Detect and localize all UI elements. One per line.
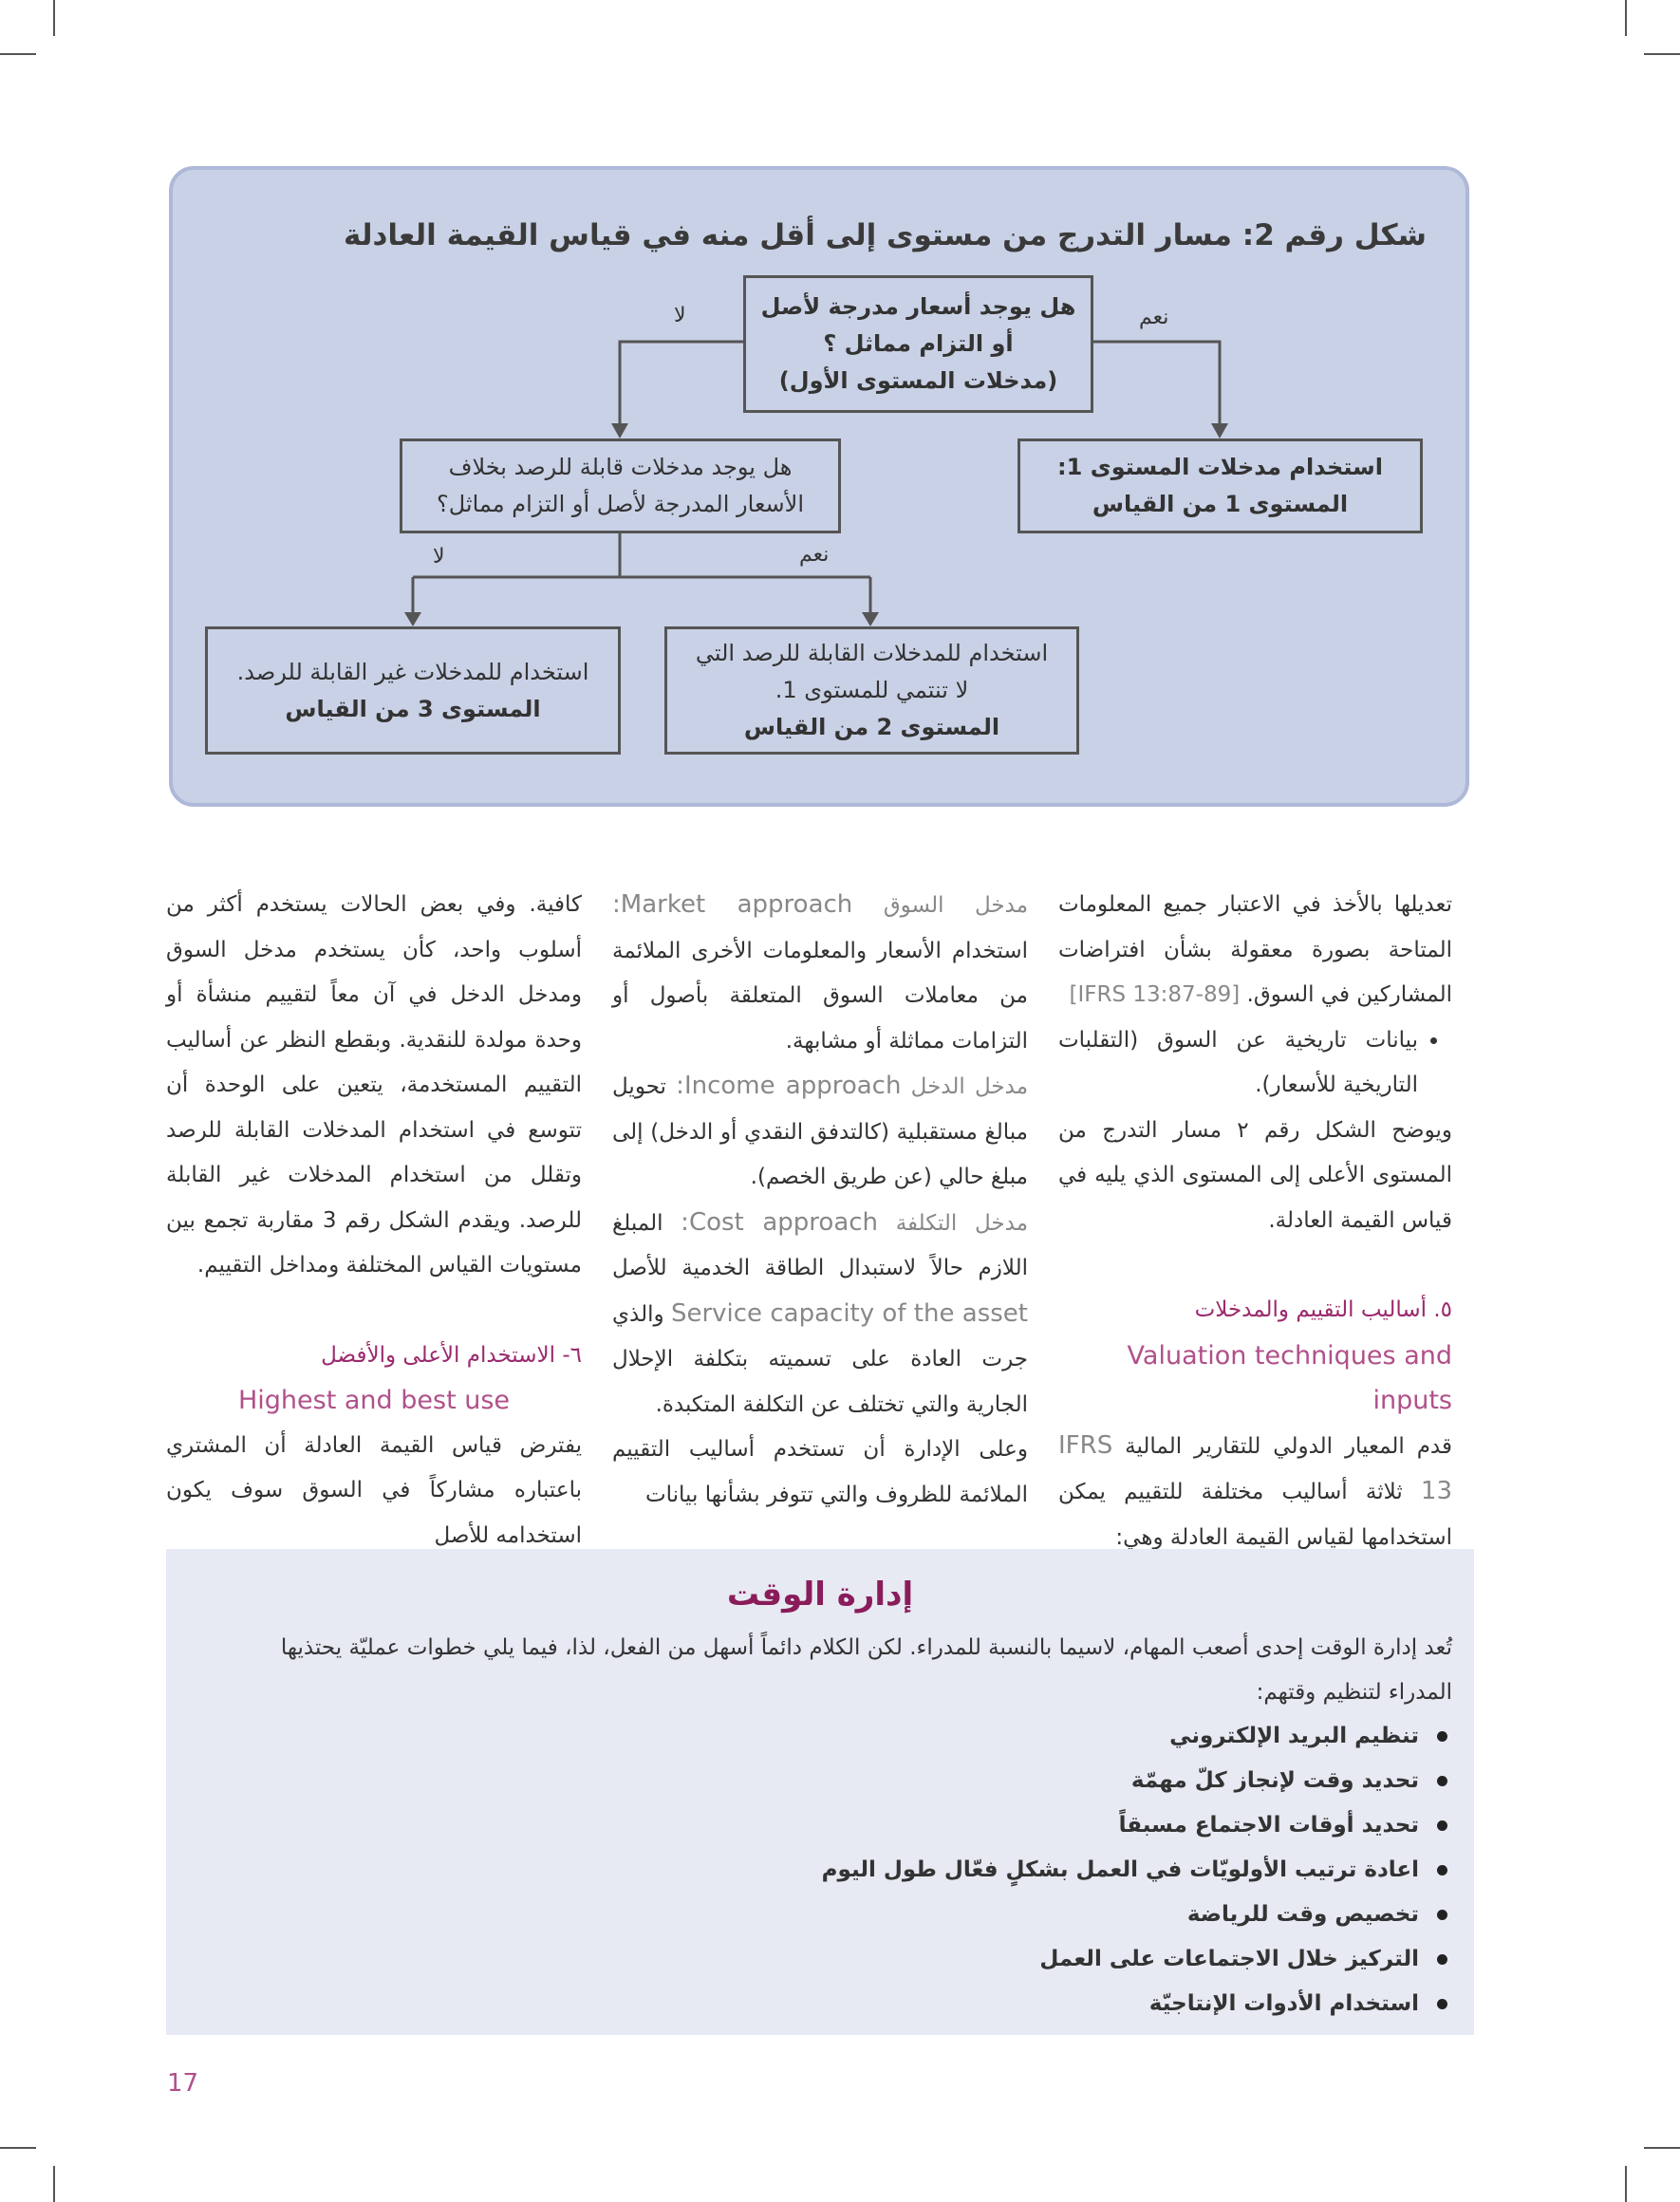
flow-box-line: استخدام للمدخلات غير القابلة للرصد. — [236, 658, 589, 685]
bullet-icon — [1437, 1820, 1447, 1831]
ifrs-reference: [IFRS 13:87-89] — [1069, 982, 1241, 1007]
list-item — [593, 1893, 1447, 1937]
flow-box-line: أو التزام مماثل ؟ — [823, 330, 1014, 357]
list-item-text: تخصيص وقت للرياضة — [1186, 1902, 1419, 1927]
column-right — [1058, 883, 1452, 1550]
list-item-text: التركيز خلال الاجتماعات على العمل — [1039, 1947, 1419, 1971]
approach-label-en: Cost approach: — [681, 1207, 879, 1237]
list-item: • بيانات تاريخية عن السوق (التقلبات التاريخية للأسعار). — [1058, 1018, 1418, 1109]
list-item — [593, 1803, 1447, 1848]
flow-box-top-question — [743, 275, 1093, 413]
flow-box-line: لا تنتمي للمستوى 1. — [775, 677, 969, 703]
list-item — [593, 1982, 1447, 2026]
flow-box-line: المستوى 1 من القياس — [1092, 491, 1349, 517]
time-management-title: إدارة الوقت — [726, 1576, 914, 1614]
approach-label: مدخل الدخل — [910, 1074, 1029, 1099]
section-heading-6: ٦- الاستخدام الأعلى والأفضل — [321, 1342, 582, 1368]
approach-label-en: Market approach: — [612, 890, 853, 919]
income-approach — [612, 1064, 1028, 1201]
flow-box-level3 — [205, 626, 621, 755]
column-left — [166, 883, 582, 1548]
crop-mark — [1644, 2147, 1680, 2149]
market-approach — [612, 883, 1028, 1064]
flow-box-line: استخدام مدخلات المستوى 1: — [1057, 454, 1383, 480]
approach-label-en: Income approach: — [676, 1072, 902, 1100]
section-heading-6-en: Highest and best use — [237, 1386, 511, 1415]
page-number: 17 — [167, 2069, 199, 2098]
list-item-text: استخدام الأدوات الإنتاجيّة — [1148, 1991, 1419, 2016]
approach-text: المبلغ اللازم حالاً لاستبدال الطاقة الخدمية للأصل — [612, 1210, 1028, 1280]
flow-box-line: المستوى 2 من القياس — [743, 714, 1000, 740]
paragraph-text: ثلاثة أساليب مختلفة للتقييم يمكن استخدامها لقياس القيمة العادلة وهي: — [1058, 1480, 1452, 1550]
approach-label: مدخل السوق — [883, 893, 1029, 918]
paragraph-text: تعديلها بالأخذ في الاعتبار جميع المعلومات المتاحة بصورة معقولة بشأن افتراضات المشاركين في السوق. — [1058, 892, 1452, 1007]
approach-text: تحويل مبالغ مستقبلية (كالتدفق النقدي أو الدخل) إلى مبلغ حالي (عن طريق الخصم). — [612, 1074, 1028, 1189]
cost-approach — [612, 1201, 1028, 1428]
arrowhead — [404, 612, 421, 626]
bullet-icon — [1437, 1954, 1447, 1965]
flow-box-level2 — [664, 626, 1079, 755]
time-management-list — [593, 1714, 1447, 2026]
flow-label-yes-top: نعم — [1139, 306, 1169, 329]
paragraph: كافية. وفي بعض الحالات يستخدم أكثر من أسلوب واحد، كأن يستخدم مدخل السوق ومدخل الدخل في آن معاً لتقييم منشأة أو وحدة مولدة للنقدية. وبقطع النظر عن أساليب التقييم المستخدمة، يتعين على الوحدة أن تتوسع في استخدام المدخلات القابلة للرصد وتقلل من استخدام المدخلات غير القابلة للرصد. ويقدم الشكل رقم 3 مقاربة تجمع بين مستويات القياس المختلفة ومداخل التقييم. — [166, 892, 582, 1278]
flow-box-line: الأسعار المدرجة لأصل أو التزام مماثل؟ — [437, 491, 804, 517]
arrowhead — [1211, 423, 1228, 439]
crop-mark — [1625, 2166, 1627, 2202]
bullet-icon — [1437, 1865, 1447, 1875]
flow-label-no-top: لا — [674, 304, 686, 327]
flow-box-line: استخدام للمدخلات القابلة للرصد التي — [695, 640, 1049, 666]
crop-mark — [0, 2147, 36, 2149]
list-item — [593, 1848, 1447, 1893]
arrowhead — [611, 423, 628, 439]
paragraph: ويوضح الشكل رقم ٢ مسار التدرج من المستوى الأعلى إلى المستوى الذي يليه في قياس القيمة العادلة. — [1058, 1117, 1452, 1233]
flow-box-line: هل يوجد أسعار مدرجة لأصل — [760, 293, 1076, 320]
approach-term-en: Service capacity of the asset — [670, 1298, 1028, 1328]
paragraph-text: قدم المعيار الدولي للتقارير المالية — [1125, 1433, 1452, 1459]
column-middle — [612, 883, 1028, 1509]
paragraph — [1058, 1424, 1452, 1561]
bullet-icon — [1437, 1776, 1447, 1786]
flow-box-level1 — [1017, 439, 1423, 533]
figure-title: شكل رقم 2: مسار التدرج من مستوى إلى أقل منه في قياس القيمة العادلة — [344, 218, 1427, 252]
approach-label: مدخل التكلفة — [895, 1210, 1029, 1236]
bullet-icon — [1437, 1731, 1447, 1742]
list-item-text: تحديد أوقات الاجتماع مسبقاً — [1118, 1813, 1419, 1838]
section-heading-5: ٥. أساليب التقييم والمدخلات — [1194, 1297, 1452, 1322]
flow-box-line: هل يوجد مدخلات قابلة للرصد بخلاف — [448, 454, 793, 480]
spacer — [1058, 1243, 1452, 1288]
flow-label-no-mid: لا — [433, 545, 445, 569]
paragraph: يفترض قياس القيمة العادلة أن المشتري باعتباره مشاركاً في السوق سوف يكون استخدامه للأصل — [166, 1432, 582, 1548]
section-heading-5-en: Valuation techniques and inputs — [1127, 1340, 1452, 1415]
list-item — [593, 1759, 1447, 1803]
connector-no-top — [620, 342, 743, 425]
list-item-text: تحديد وقت لإنجاز كلّ مهمّة — [1130, 1768, 1419, 1793]
list-item — [593, 1937, 1447, 1982]
time-management-intro: تُعد إدارة الوقت إحدى أصعب المهام، لاسيما بالنسبة للمدراء. لكن الكلام دائماً أسهل من الفعل، لذا، فيما يلي خطوات عمليّة يحتذيها المدراء لتنظيم وقتهم: — [280, 1635, 1452, 1705]
paragraph — [1058, 883, 1452, 1018]
paragraph: وعلى الإدارة أن تستخدم أساليب التقييم الملائمة للظروف والتي تتوفر بشأنها بيانات — [612, 1437, 1028, 1507]
flow-label-yes-mid: نعم — [799, 543, 830, 567]
bullet-list — [1058, 1018, 1452, 1109]
flow-box-observable-question — [400, 439, 841, 533]
connector-yes-top — [1093, 342, 1220, 425]
bullet-icon — [1437, 1910, 1447, 1920]
approach-text: والذي جرت العادة على تسميته بتكلفة الإحلال الجارية والتي تختلف عن التكلفة المتكبدة. — [612, 1301, 1028, 1417]
approach-text: استخدام الأسعار والمعلومات الأخرى الملائمة من معاملات السوق المتعلقة بأصول أو التزامات مماثلة أو مشابهة. — [612, 938, 1028, 1054]
flow-box-line: (مدخلات المستوى الأول) — [778, 367, 1058, 394]
list-item-text: تنظيم البريد الإلكتروني — [1169, 1724, 1419, 1748]
flow-box-line: المستوى 3 من القياس — [285, 695, 541, 722]
crop-mark — [53, 2166, 55, 2202]
spacer — [166, 1289, 582, 1334]
ifrs-code: IFRS 13 — [1058, 1430, 1452, 1505]
bullet-icon — [1437, 1999, 1447, 2009]
list-item — [593, 1714, 1447, 1759]
list-item-text: اعادة ترتيب الأولويّات في العمل بشكلٍ فعّال طول اليوم — [821, 1857, 1419, 1882]
arrowhead — [862, 612, 879, 626]
